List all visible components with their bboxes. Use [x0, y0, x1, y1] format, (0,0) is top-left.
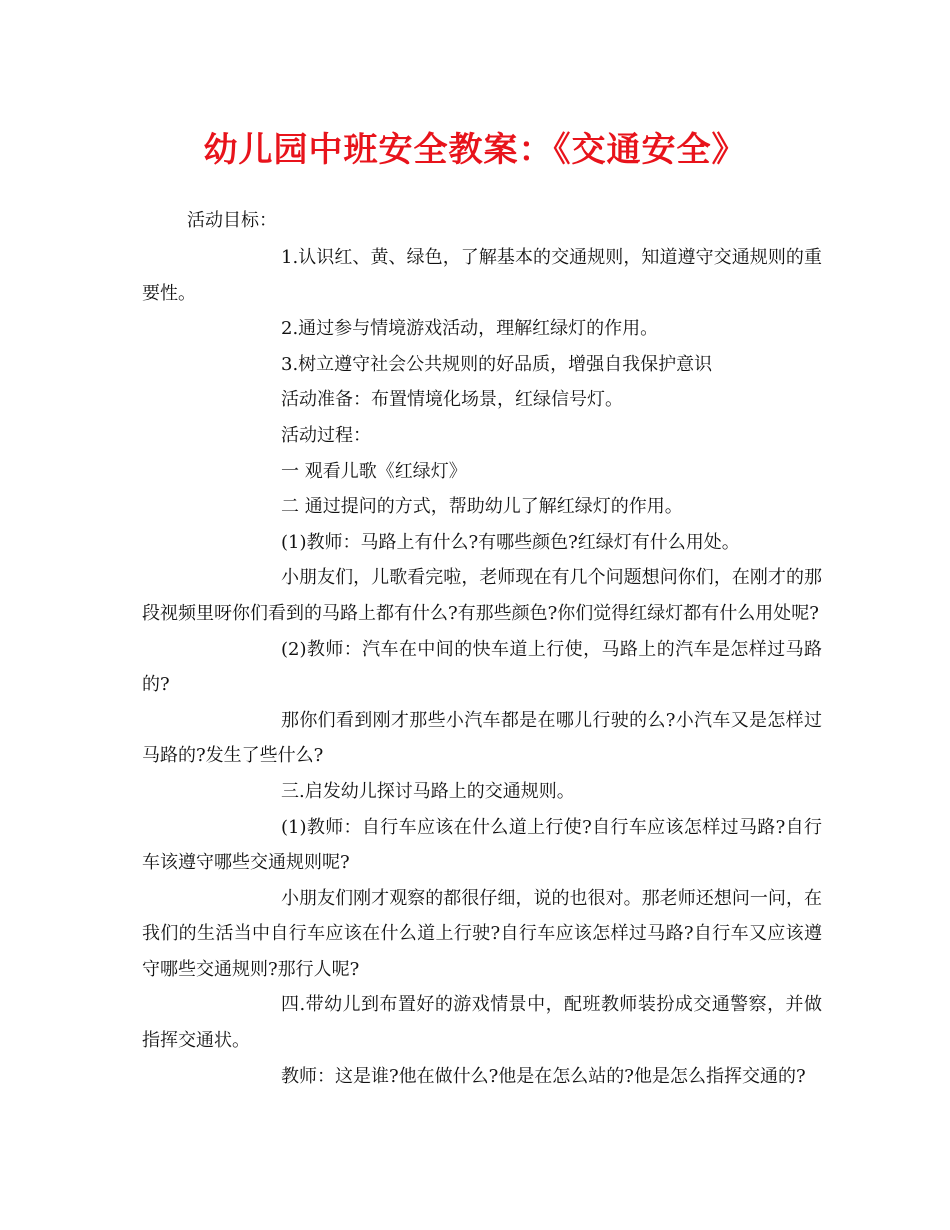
paragraph-talk-2: 那你们看到刚才那些小汽车都是在哪儿行驶的么?小汽车又是怎样过马路的?发生了些什么?: [142, 709, 822, 767]
paragraph-talk-3: 小朋友们刚才观察的都很仔细，说的也很对。那老师还想问一问，在我们的生活当中自行车应该在什么道上行驶?自行车应该怎样过马路?自行车又应该遵守哪些交通规则?那行人呢?: [142, 887, 822, 980]
paragraph-step-3: 三.启发幼儿探讨马路上的交通规则。: [281, 780, 575, 802]
paragraph-objective-3: 3.树立遵守社会公共规则的好品质，增强自我保护意识: [281, 353, 713, 375]
paragraph-preparation: 活动准备：布置情境化场景，红绿信号灯。: [281, 389, 623, 411]
section-label-objectives: 活动目标：: [187, 210, 277, 231]
paragraph-question-4: 教师：这是谁?他在做什么?他是在怎么站的?他是怎么指挥交通的?: [281, 1065, 806, 1087]
paragraph-step-4: 四.带幼儿到布置好的游戏情景中，配班教师装扮成交通警察，并做指挥交通状。: [142, 994, 822, 1052]
paragraph-step-2: 二 通过提问的方式，帮助幼儿了解红绿灯的作用。: [281, 496, 683, 518]
paragraph-step-1: 一 观看儿歌《红绿灯》: [281, 460, 467, 482]
paragraph-process-heading: 活动过程：: [281, 424, 371, 446]
paragraph-question-3: (1)教师：自行车应该在什么道上行使?自行车应该怎样过马路?自行车该遵守哪些交通规则呢?: [142, 816, 822, 874]
document-title: 幼儿园中班安全教案：《交通安全》: [203, 130, 747, 170]
paragraph-objective-2: 2.通过参与情境游戏活动，理解红绿灯的作用。: [281, 318, 659, 340]
document-body: [142, 240, 822, 1094]
paragraph-talk-1: 小朋友们，儿歌看完啦，老师现在有几个问题想问你们，在刚才的那段视频里呀你们看到的马路上都有什么?有那些颜色?你们觉得红绿灯都有什么用处呢?: [142, 567, 822, 624]
paragraph-question-1: (1)教师：马路上有什么?有哪些颜色?红绿灯有什么用处。: [281, 531, 740, 553]
paragraph-objective-1: 1.认识红、黄、绿色，了解基本的交通规则，知道遵守交通规则的重要性。: [142, 247, 822, 304]
paragraph-question-2: (2)教师：汽车在中间的快车道上行使，马路上的汽车是怎样过马路的?: [142, 638, 822, 696]
